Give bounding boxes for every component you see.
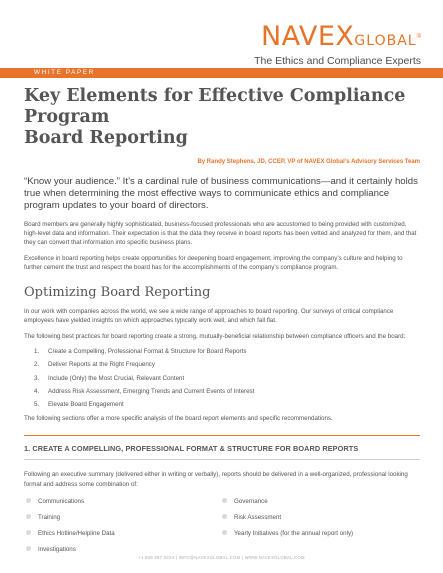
title-line-1: Key Elements for Effective Compliance Program xyxy=(24,86,406,127)
logo-tagline: The Ethics and Compliance Experts xyxy=(254,55,421,67)
list-number: 3. xyxy=(34,374,40,382)
bullet-text: Yearly Initiatives (for the annual report only) xyxy=(234,529,354,537)
list-item xyxy=(34,348,420,355)
title-line-2: Board Reporting xyxy=(24,128,188,148)
section-1-intro: Following an executive summary (delivered either in writing or verbally), reports should be delivered in a well-organized, professional looking format and address some combination of: xyxy=(24,471,408,488)
logo-global: GLOBAL xyxy=(354,33,417,49)
topics-bullet-list xyxy=(24,498,420,562)
list-item xyxy=(34,401,420,408)
bullet-text: Ethics Hotline/Helpline Data xyxy=(38,529,115,537)
paragraph: Board members are generally highly sophisticated, business-focused professionals who are accustomed to being provided with customized, high-level data and information. Their expectation is that the data they receive in board reports has been vetted and analyzed for them, and that they can convert that information into specific business plans. xyxy=(24,220,417,247)
author-byline: By Randy Stephens, JD, CCEP, VP of NAVEX Global’s Advisory Services Team xyxy=(197,159,420,165)
list-item xyxy=(24,498,220,505)
list-text: Deliver Reports at the Right Frequency xyxy=(48,361,155,369)
bullet-dot-icon xyxy=(222,530,227,535)
bullet-dot-icon xyxy=(26,514,31,519)
list-number: 5. xyxy=(34,400,40,408)
list-number: 2. xyxy=(34,361,40,369)
logo-wordmark xyxy=(254,21,421,54)
list-text: Address Risk Assessment, Emerging Trends and Current Events of Interest xyxy=(48,387,255,395)
section-rule xyxy=(24,459,420,460)
section-1-heading: 1. CREATE A COMPELLING, PROFESSIONAL FORMAT & STRUCTURE FOR BOARD REPORTS xyxy=(24,444,359,454)
optimizing-intro: In our work with companies across the world, we see a wide range of approaches to board reporting. Our surveys of critical compliance employees have yielded insights on which approaches typically work well, and which fall flat. xyxy=(24,307,394,324)
list-item xyxy=(34,375,420,382)
document-body xyxy=(24,86,420,562)
page-title xyxy=(24,86,420,149)
bullet-text: Governance xyxy=(234,497,268,505)
logo-registered: ® xyxy=(416,34,421,40)
bullet-text: Communications xyxy=(38,497,85,505)
bullet-column-right xyxy=(220,498,416,562)
bullet-column-left xyxy=(24,498,220,562)
list-item xyxy=(24,514,220,521)
list-item xyxy=(220,498,416,505)
list-item xyxy=(34,361,420,368)
optimizing-outro: The following sections offer a more specific analysis of the board report elements and specific recommendations. xyxy=(24,415,333,423)
navex-global-logo xyxy=(254,21,421,67)
list-number: 4. xyxy=(34,387,40,395)
paragraph: Excellence in board reporting helps create opportunities for deepening board engagement, improving the company’s culture and helping to further cement the trust and respect the board has for the accomplishments of the company’s compliance program. xyxy=(24,255,403,272)
bullet-dot-icon xyxy=(222,498,227,503)
page-footer: +1 866 297 0224 | INFO@NAVEXGLOBAL.COM | WWW.NAVEXGLOBAL.COM xyxy=(138,555,305,560)
white-paper-banner: WHITE PAPER xyxy=(0,68,443,78)
list-item xyxy=(24,546,220,553)
list-item xyxy=(34,388,420,395)
list-text: Elevate Board Engagement xyxy=(48,400,124,408)
bullet-text: Investigations xyxy=(38,545,76,553)
best-practices-list xyxy=(34,348,420,408)
bullet-text: Training xyxy=(38,513,61,521)
bullet-text: Risk Assessment xyxy=(234,513,282,521)
bullet-dot-icon xyxy=(222,514,227,519)
optimizing-heading: Optimizing Board Reporting xyxy=(24,284,211,300)
practices-intro: The following best practices for board reporting create a strong, mutually-beneficial relationship between compliance officers and the board: xyxy=(24,333,406,341)
bullet-dot-icon xyxy=(26,546,31,551)
list-item xyxy=(220,514,416,521)
logo-navex: NAVEX xyxy=(260,21,355,52)
list-text: Include (Only) the Most Crucial, Relevant Content xyxy=(48,374,185,382)
bullet-dot-icon xyxy=(26,530,31,535)
list-item xyxy=(220,530,416,537)
list-text: Create a Compelling, Professional Format & Structure for Board Reports xyxy=(48,348,247,356)
lead-paragraph: “Know your audience.” It’s a cardinal rule of business communications—and it certainly holds true when determining the most effective ways to communicate ethics and compliance program updates to your board of directors. xyxy=(24,176,418,212)
bullet-dot-icon xyxy=(26,498,31,503)
list-number: 1. xyxy=(34,348,40,356)
list-item xyxy=(24,530,220,537)
